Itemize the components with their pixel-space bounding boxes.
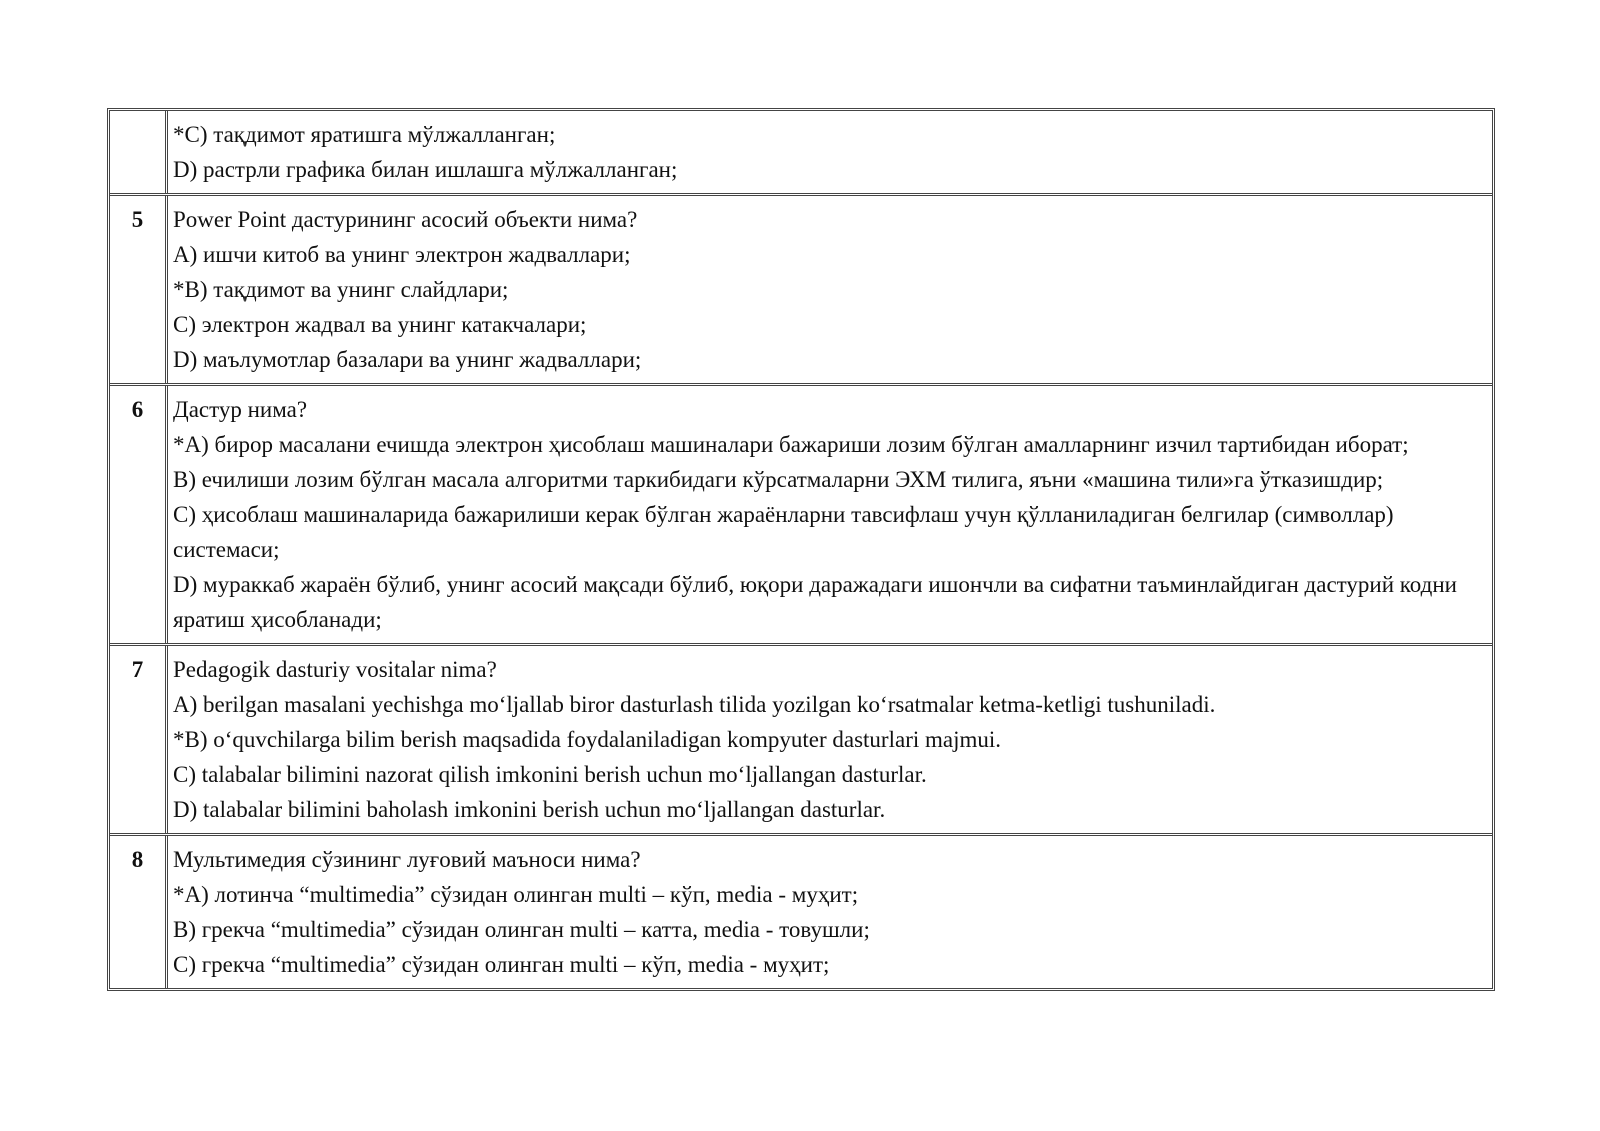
table-row <box>110 386 1492 646</box>
table-row <box>110 111 1492 196</box>
answer-option: C) электрон жадвал ва унинг катакчалари; <box>173 312 587 337</box>
question-text: Pedagogik dasturiy vositalar nima? <box>173 657 497 682</box>
answer-option: D) маълумотлар базалари ва унинг жадваллари; <box>173 347 642 372</box>
answer-option: D) растрли графика билан ишлашга мўлжалланган; <box>173 157 678 182</box>
answer-option: B) грекча “multimedia” сўзидан олинган multi – катта, media - товушли; <box>173 917 870 942</box>
question-number <box>110 111 168 193</box>
question-number: 5 <box>110 196 168 383</box>
question-body <box>168 111 1492 193</box>
question-body <box>168 386 1492 643</box>
answer-option: C) грекча “multimedia” сўзидан олинган multi – кўп, media - муҳит; <box>173 952 830 977</box>
table-row <box>110 836 1492 988</box>
answer-option: А) ишчи китоб ва унинг электрон жадваллари; <box>173 242 631 267</box>
answer-option: *A) бирор масалани ечишда электрон ҳисоблаш машиналари бажариши лозим бўлган амалларнинг изчил тартибидан иборат; <box>173 432 1409 457</box>
table-row <box>110 646 1492 836</box>
question-table <box>107 108 1495 991</box>
question-body <box>168 646 1492 833</box>
answer-option: D) talabalar bilimini baholash imkonini berish uchun mo‘ljallangan dasturlar. <box>173 797 886 822</box>
question-text: Мультимедия сўзининг луғовий маъноси нима? <box>173 847 641 872</box>
answer-option: *B) тақдимот ва унинг слайдлари; <box>173 277 509 302</box>
question-body <box>168 836 1492 988</box>
question-number: 6 <box>110 386 168 643</box>
question-number: 8 <box>110 836 168 988</box>
question-text: Power Point дастурининг асосий объекти нима? <box>173 207 638 232</box>
question-body <box>168 196 1492 383</box>
answer-option: D) мураккаб жараён бўлиб, унинг асосий мақсади бўлиб, юқори даражадаги ишончли ва сифатни таъминлайдиган дастурий кодни яратиш ҳисобланади; <box>173 572 1457 632</box>
question-number: 7 <box>110 646 168 833</box>
answer-option: C) ҳисоблаш машиналарида бажарилиши керак бўлган жараёнларни тавсифлаш учун қўлланиладиган белгилар (символлар) системаси; <box>173 502 1394 562</box>
answer-option: *A) лотинча “multimedia” сўзидан олинган multi – кўп, media - муҳит; <box>173 882 859 907</box>
answer-option: *C) тақдимот яратишга мўлжалланган; <box>173 122 556 147</box>
answer-option: C) talabalar bilimini nazorat qilish imkonini berish uchun mo‘ljallangan dasturlar. <box>173 762 927 787</box>
answer-option: B) ечилиши лозим бўлган масала алгоритми таркибидаги кўрсатмаларни ЭХМ тилига, яъни «машина тили»га ўтказишдир; <box>173 467 1384 492</box>
question-text: Дастур нима? <box>173 397 308 422</box>
answer-option: *B) o‘quvchilarga bilim berish maqsadida foydalaniladigan kompyuter dasturlari majmui. <box>173 727 1002 752</box>
table-row <box>110 196 1492 386</box>
answer-option: A) berilgan masalani yechishga mo‘ljallab biror dasturlash tilida yozilgan ko‘rsatmalar ketma-ketligi tushuniladi. <box>173 692 1216 717</box>
